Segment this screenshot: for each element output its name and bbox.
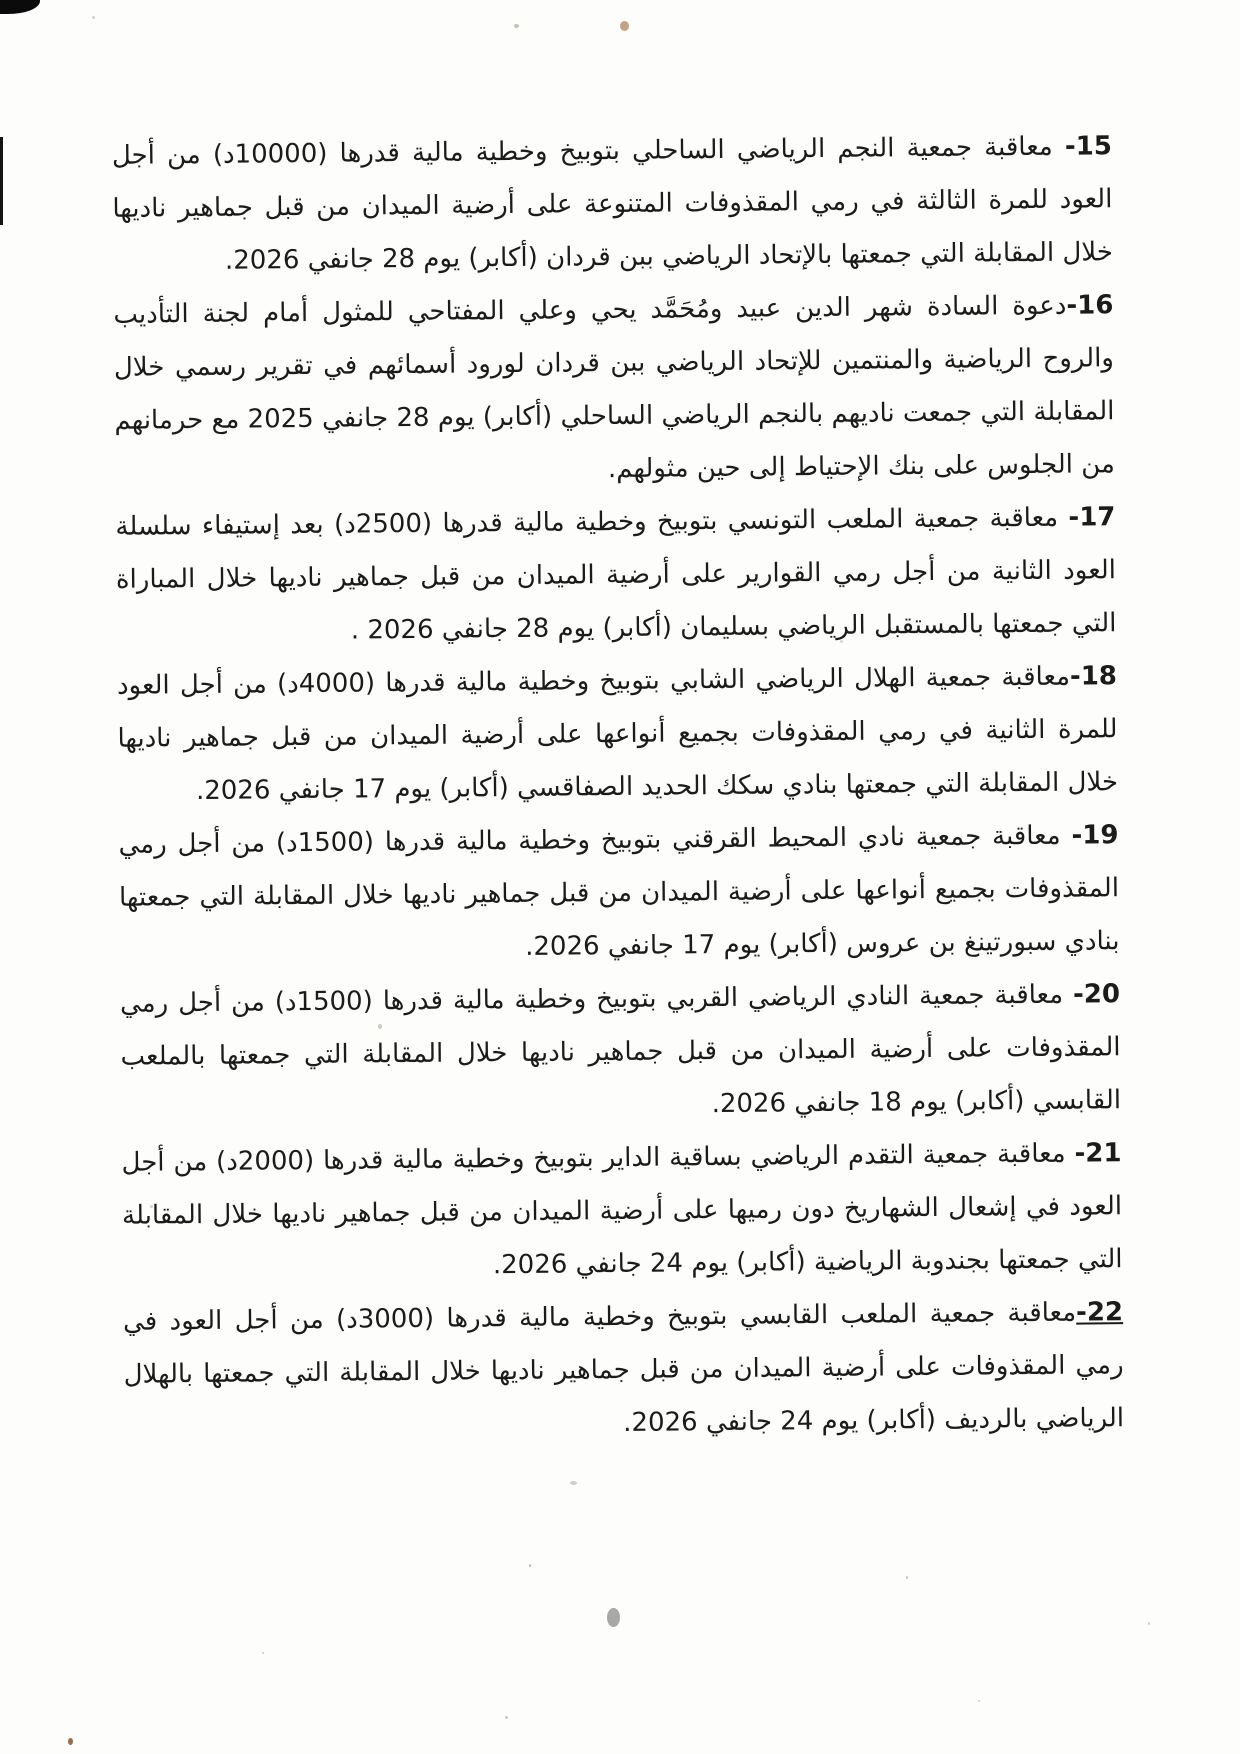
disciplinary-item	[117, 650, 1118, 819]
disciplinary-item	[113, 279, 1115, 501]
scan-speck	[529, 1564, 531, 1567]
item-number: 19-	[1071, 820, 1119, 851]
item-text: دعوة السادة شهر الدين عبيد ومُحَمَّد يحي وعلي المفتاحي للمثول أمام لجنة التأديب والروح الرياضية والمنتمين للإتحاد الرياضي ببن قردان لورود أسمائهم في تقرير رسمي خلال المقابلة التي جمعت ناديهم بالنجم الرياضي الساحلي (أكابر) يوم 28 جانفي 2025 مع حرمانهم من الجلوس على بنك الإحتياط إلى حين مثولهم.	[113, 290, 1116, 485]
item-number: 22-	[1075, 1297, 1124, 1328]
item-number: 21-	[1074, 1138, 1122, 1169]
disciplinary-item	[115, 491, 1116, 660]
scan-speck	[505, 1716, 508, 1719]
scan-speck	[978, 1700, 980, 1702]
scan-speck	[514, 24, 519, 28]
scan-speck	[262, 1652, 264, 1654]
item-number: 17-	[1068, 502, 1116, 533]
scan-speck	[1148, 1622, 1150, 1625]
scan-speck	[92, 16, 95, 19]
item-text: معاقبة جمعية النجم الرياضي الساحلي بتوبيخ وخطية مالية قدرها (10000د) من أجل العود للمرة الثالثة في رمي المقذوفات المتنوعة على أرضية الميدان من قبل جماهير ناديها خلال المقابلة التي جمعتها بالإتحاد الرياضي ببن قردان (أكابر) يوم 28 جانفي 2026.	[111, 131, 1114, 276]
disciplinary-item	[121, 1127, 1122, 1296]
scan-speck	[620, 21, 629, 31]
scan-speck	[607, 1608, 620, 1627]
item-text: معاقبة جمعية الملعب التونسي بتوبيخ وخطية مالية قدرها (2500د) بعد إستيفاء سلسلة العود الثانية من أجل رمي القوارير على أرضية الميدان من قبل جماهير ناديها خلال المباراة التي جمعتها بالمستقبل الرياضي بسليمان (أكابر) يوم 28 جانفي 2026 .	[115, 502, 1117, 646]
item-number: 18-	[1069, 661, 1118, 692]
item-number: 15-	[1064, 131, 1113, 162]
disciplinary-item	[118, 809, 1119, 978]
disciplinary-item	[120, 968, 1121, 1137]
item-text: معاقبة جمعية نادي المحيط القرقني بتوبيخ وخطية مالية قدرها (1500د) من أجل رمي المقذوفات بجميع أنواعها على أرضية الميدان من قبل جماهير ناديها خلال المقابلة التي جمعتها بنادي سبورتينغ بن عروس (أكابر) يوم 17 جانفي 2026.	[118, 820, 1120, 962]
scan-speck	[570, 1481, 577, 1485]
scan-corner-artifact	[0, 0, 40, 14]
scan-edge-artifact	[0, 137, 3, 225]
item-text: معاقبة جمعية الملعب القابسي بتوبيخ وخطية مالية قدرها (3000د) من أجل العود في رمي المقذوفات على أرضية الميدان من قبل جماهير ناديها خلال المقابلة التي جمعتها بالهلال الرياضي بالرديف (أكابر) يوم 24 جانفي 2026.	[122, 1297, 1125, 1438]
item-number: 16-	[1066, 290, 1114, 321]
disciplinary-item	[123, 1286, 1124, 1455]
item-text: معاقبة جمعية الهلال الرياضي الشابي بتوبيخ وخطية مالية قدرها (4000د) من أجل العود للمرة الثانية في رمي المقذوفات بجميع أنواعها على أرضية الميدان من قبل جماهير ناديها خلال المقابلة التي جمعتها بنادي سكك الحديد الصفاقسي (أكابر) يوم 17 جانفي 2026.	[116, 661, 1119, 807]
disciplinary-item	[112, 120, 1113, 289]
item-number: 20-	[1072, 979, 1121, 1010]
item-text: معاقبة جمعية التقدم الرياضي بساقية الداير بتوبيخ وخطية مالية قدرها (2000د) من أجل العود في إشعال الشهاريخ دون رميها على أرضية الميدان من قبل جماهير ناديها خلال المقابلة التي جمعتها بجندوبة الرياضية (أكابر) يوم 24 جانفي 2026.	[121, 1138, 1123, 1281]
scan-speck	[906, 1576, 908, 1579]
item-text: معاقبة جمعية النادي الرياضي القربي بتوبيخ وخطية مالية قدرها (1500د) من أجل رمي المقذوفات على أرضية الميدان من قبل جماهير ناديها خلال المقابلة التي جمعتها بالملعب القابسي (أكابر) يوم 18 جانفي 2026.	[119, 979, 1122, 1120]
document-body	[112, 120, 1125, 1455]
scan-speck	[68, 1738, 73, 1745]
